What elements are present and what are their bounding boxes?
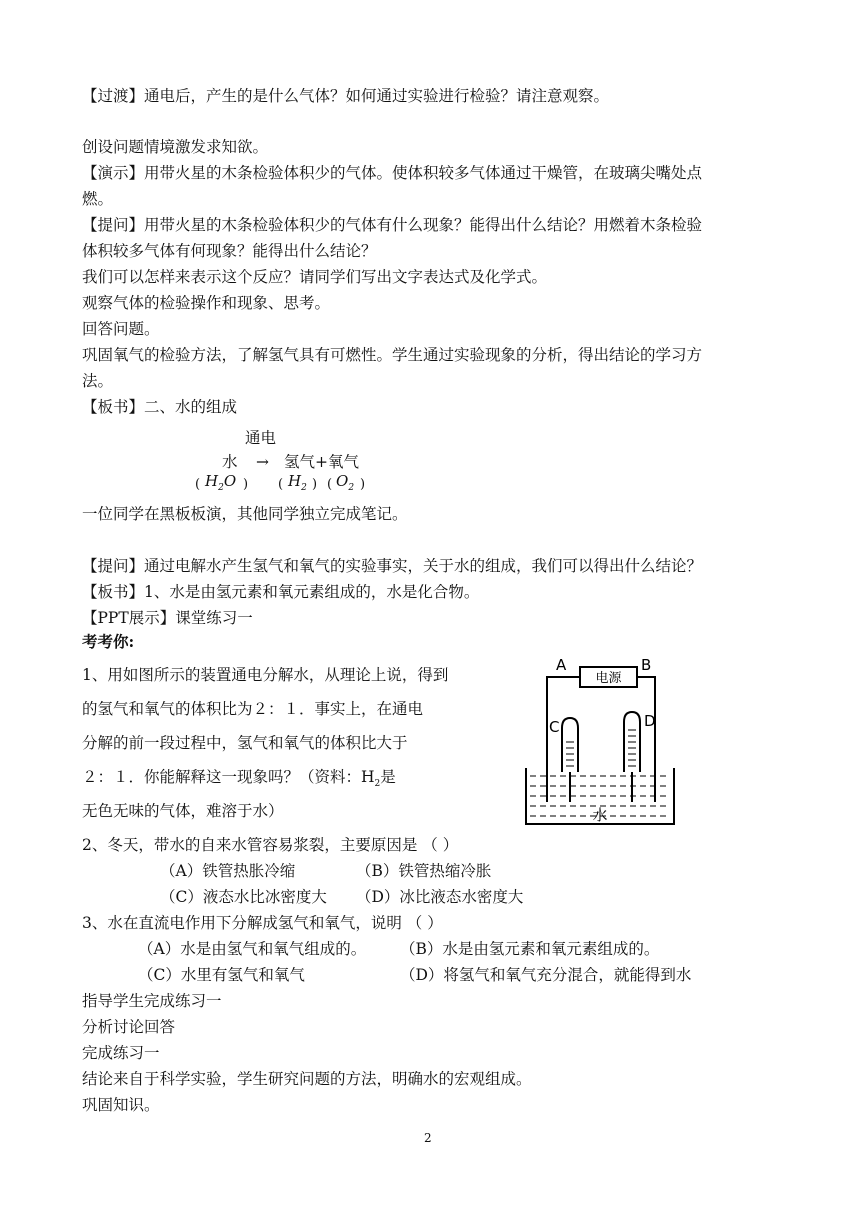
page-number: 2 bbox=[424, 1131, 432, 1145]
formula-oxygen: $O_2$ bbox=[336, 472, 355, 493]
reaction-arrow: → bbox=[256, 453, 269, 471]
text-line: 结论来自于科学实验，学生研究问题的方法，明确水的宏观组成。 bbox=[82, 1070, 532, 1088]
text-line: 一位同学在黑板板演，其他同学独立完成笔记。 bbox=[82, 505, 408, 523]
text-line: 燃。 bbox=[82, 190, 114, 208]
formula-water: $H_2O$ bbox=[205, 472, 237, 493]
option-c: （C）水里有氢气和氧气 bbox=[138, 966, 305, 984]
option-a: （A）铁管热胀冷缩 bbox=[160, 862, 296, 880]
option-c: （C）液态水比冰密度大 bbox=[160, 888, 327, 906]
transition-line: 【过渡】通电后，产生的是什么气体？如何通过实验进行检验？请注意观察。 bbox=[82, 87, 610, 105]
text-line: 巩固知识。 bbox=[82, 1096, 160, 1114]
tube-c-label: C bbox=[549, 718, 560, 736]
text-line: 巩固氧气的检验方法，了解氢气具有可燃性。学生通过实验现象的分析，得出结论的学习方 bbox=[82, 346, 703, 364]
board-heading: 【板书】二、水的组成 bbox=[82, 398, 238, 416]
option-d: （D）将氢气和氧气充分混合，就能得到水 bbox=[400, 966, 692, 984]
quiz-heading: 考考你: bbox=[82, 632, 135, 651]
text-line: 法。 bbox=[82, 372, 114, 390]
tube-d-label: D bbox=[644, 712, 656, 730]
text-line: 体积较多气体有何现象？能得出什么结论？ bbox=[82, 242, 377, 260]
question-line: 【提问】用带火星的木条检验体积少的气体有什么现象？能得出什么结论？用燃着木条检验 bbox=[82, 216, 703, 234]
option-d: （D）冰比液态水密度大 bbox=[356, 888, 524, 906]
text-line: 完成练习一 bbox=[82, 1044, 160, 1062]
ppt-line: 【PPT展示】课堂练习一 bbox=[82, 609, 253, 627]
option-b: （B）铁管热缩冷胀 bbox=[356, 862, 492, 880]
demo-line: 【演示】用带火星的木条检验体积少的气体。使体积较多气体通过干燥管，在玻璃尖嘴处点 bbox=[82, 164, 703, 182]
option-a: （A）水是由氢气和氧气组成的。 bbox=[138, 940, 367, 958]
reactant-water: 水 bbox=[222, 453, 238, 471]
terminal-b-label: B bbox=[641, 656, 652, 674]
water-label: 水 bbox=[592, 806, 608, 824]
text-line: 分析讨论回答 bbox=[82, 1018, 176, 1036]
text-line: 创设问题情境激发求知欲。 bbox=[82, 138, 269, 156]
text-line: 我们可以怎样来表示这个反应？请同学们写出文字表达式及化学式。 bbox=[82, 268, 548, 286]
terminal-a-label: A bbox=[556, 656, 567, 674]
reaction-condition: 通电 bbox=[245, 429, 277, 447]
formula-hydrogen: $H_2$ bbox=[288, 472, 307, 493]
power-label: 电源 bbox=[595, 671, 622, 686]
products: 氢气+氧气 bbox=[284, 453, 359, 471]
text-line: 观察气体的检验操作和现象、思考。 bbox=[82, 294, 331, 312]
board-line: 【板书】1、水是由氢元素和氧元素组成的，水是化合物。 bbox=[82, 583, 480, 601]
question-line: 【提问】通过电解水产生氢气和氧气的实验事实，关于水的组成，我们可以得出什么结论？ bbox=[82, 557, 703, 575]
text-line: 回答问题。 bbox=[82, 320, 160, 338]
text-line: 指导学生完成练习一 bbox=[82, 992, 222, 1010]
option-b: （B）水是由氢元素和氧元素组成的。 bbox=[400, 940, 660, 958]
electrolysis-diagram bbox=[520, 652, 680, 830]
